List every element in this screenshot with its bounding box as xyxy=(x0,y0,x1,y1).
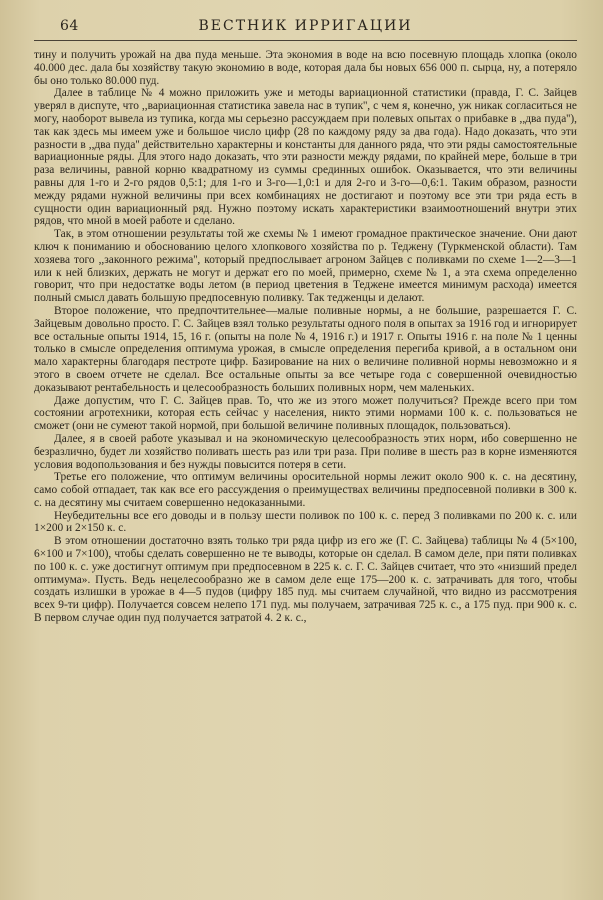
paragraph-9: В этом отношении достаточно взять только три ряда цифр из его же (Г. С. Зайцева) таблицы № 4 (5×100, 6×100 и 7×100), чтобы сделать совершенно не те выводы, которые он сделал. В самом деле, при пяти поливках по 100 к. с. уже достигнут оптимум при предпосевном в 225 к. с. Г. С. Зайцев считает, что это «низший предел оптимума». Пусть. Ведь нецелесообразно же в самом деле еще 175—200 к. с. затрачивать для того, чтобы создать излишки в урожае в 4—5 пудов (цифру 185 пуд. мы считаем случайной, что видно из рассмотрения всех 9-ти цифр). Получается совсем нелепо 171 пуд. мы получаем, затрачивая 725 к. с., а 175 пуд. при 900 к. с. В первом случае один пуд получается затратой 4. 2 к. с., xyxy=(34,535,577,625)
running-head-journal-title: ВЕСТНИК ИРРИГАЦИИ xyxy=(198,18,413,34)
paragraph-4: Второе положение, что предпочтительнее—малые поливные нормы, а не большие, разрешается Г. С. Зайцевым довольно просто. Г. С. Зайцев взял только результаты одного поля в опытах за 1916 год и игнорирует все остальные опыты 1914, 15, 16 г. (опыты на поле № 4, 1916 г.) и 1917 г. Опыты 1916 г. на поле № 1 ценны только в смысле определения оптимума урожая, в смысле определения перегиба кривой, а в остальном они мало характерны благодаря пестроте цифр. Базирование на них о величине поливной нормы невозможно и я этого в своем отчете не сделал. Все остальные опыты за все четыре года с совершенной очевидностью доказывают рентабельность и целесообразность больших поливных норм, чем маленьких. xyxy=(34,304,577,394)
paragraph-8: Неубедительны все его доводы и в пользу шести поливок по 100 к. с. перед 3 поливками по 200 к. с. или 1×200 и 2×150 к. с. xyxy=(34,509,577,535)
paragraph-7: Третье его положение, что оптимум величины оросительной нормы лежит около 900 к. с. на десятину, само собой отпадает, так как все его рассуждения о преимуществах величины предпосевной поливки в 300 к. с. на десятину мы считаем совершенно недоказанными. xyxy=(34,471,577,509)
paragraph-1: тину и получить урожай на два пуда меньше. Эта экономия в воде на всю посевную площадь хлопка (около 40.000 дес. дала бы хозяйству такую экономию в воде, которая дала бы новых 656 000 п. сырца, ну, а потеряло бы оно только 80.000 пуд. xyxy=(34,49,577,87)
paragraph-2: Далее в таблице № 4 можно приложить уже и методы вариационной статистики (правда, Г. С. Зайцев уверял в диспуте, что ,,вариационная статистика завела нас в тупик'', с чем я, конечно, уж никак согласиться не могу, наоборот вывела из тупика, когда мы серьезно рассуждаем при полевых опытах о прибавке в ,,два пуда''), так как здесь мы имеем уже и большое число цифр (28 по каждому ряду за два года). Надо доказать, что эти разности в ,,два пуда'' действительно характерны и константы для данного ряда, что эти ряды самостоятельные вариационные ряды. Для этого надо доказать, что эти разности между рядами, по крайней мере, больше в три раза величины, равной корню квадратному из суммы срединных ошибок. Оказывается, что эти величины равны для 1-го и 2-го рядов 0,5:1; для 1-го и 3-го—1,0:1 и для 2-го и 3-го—0,6:1. Таким образом, разности между рядами нужной величины при всех комбинациях не достигают и поэтому все эти три ряда есть в сущности один вариационный ряд. Нужно поэтому искать характеристики взаимоотношений внутри этих рядов, что мной в моей работе и сделано. xyxy=(34,87,577,228)
paragraph-5: Даже допустим, что Г. С. Зайцев прав. То, что же из этого может получиться? Прежде всего при том состоянии агротехники, которая есть сейчас у населения, никто этими нормами 100 к. с. пользоваться не сможет (они не сумеют такой нормой, при большой величине поливных площадок, пользоваться). xyxy=(34,394,577,433)
paragraph-6: Далее, я в своей работе указывал и на экономическую целесообразность этих норм, ибо совершенно не безразлично, будет ли хозяйство поливать шесть раз или три раза. При поливе в шесть раз в корне изменяются условия водопользования и без нужды повысится потеря в сети. xyxy=(34,432,577,471)
page-header xyxy=(34,14,577,41)
article-body xyxy=(34,49,577,625)
page-number: 64 xyxy=(60,18,79,34)
paragraph-3: Так, в этом отношении результаты той же схемы № 1 имеют громадное практическое значение. Они дают ключ к пониманию и обоснованию целого хлопкового хозяйства по р. Теджену (Туркменской области). Там хозяева того ,,законного режима'', который предпослывает агроном Зайцев с поливками по схеме 1—2—3—1 или к ней близких, держать не могут и держат его по моей, примерно, схеме № 1, а эта схема определенно говорит, что при недостатке воды летом (в период цветения в Теджене имеется минимум расхода) имеется полный смысл давать большую предпосевную поливку. Так тедженцы и делают. xyxy=(34,228,577,305)
